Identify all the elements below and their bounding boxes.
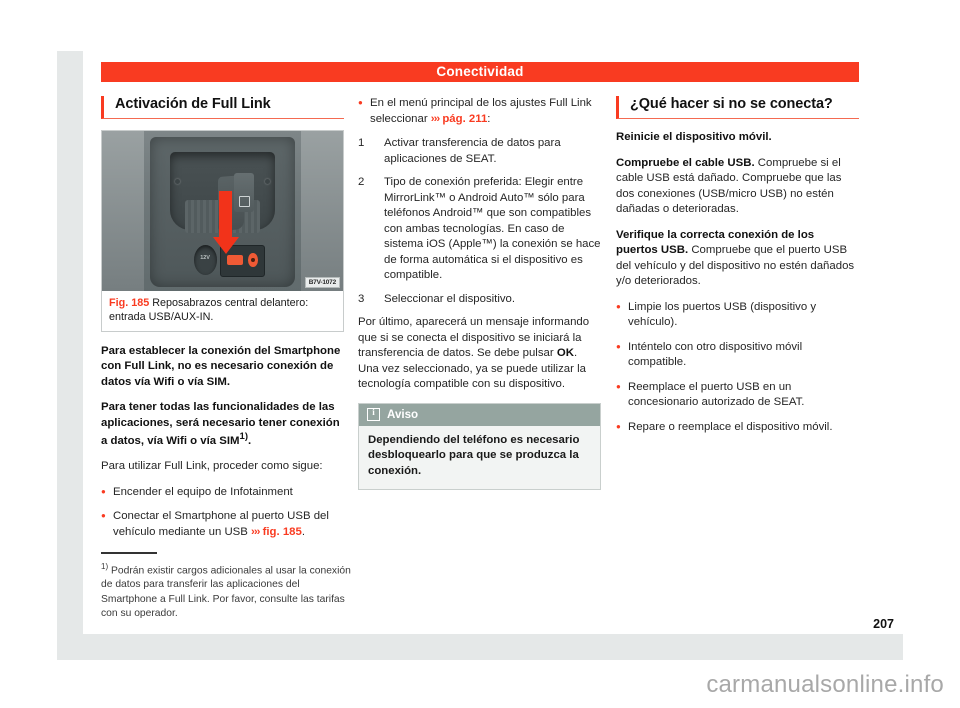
section-heading-activacion: Activación de Full Link [101, 96, 344, 119]
bullet-encender-infotainment [101, 485, 344, 501]
note-body-text: Dependiendo del teléfono es necesario desbloquearlo para que se produzca la conexión. [359, 426, 600, 489]
paragraph-mensaje-a: Por último, aparecerá un mensaje informando que si se conecta el dispositivo se iniciará la transferencia de datos. Se debe pulsar [358, 316, 590, 359]
paragraph-compruebe-cable-rest: Compruebe si el cable USB está dañado. Compruebe que las dos conexiones (USB/micro USB) no estén dañadas o deterioradas. [616, 156, 842, 215]
page-header-title: Conectividad [101, 62, 859, 82]
bullet-reemplace-text: Reemplace el puerto USB en un concesionario autorizado de SEAT. [628, 380, 805, 408]
step-number-1: 1 [358, 137, 365, 149]
figure-label: Fig. 185 [109, 297, 150, 309]
footnote-marker-inline: 1) [239, 431, 248, 442]
note-title: Aviso [387, 407, 419, 421]
info-icon [367, 408, 380, 421]
bullet-menu-text: En el menú principal de los ajustes Full Link seleccionar [370, 97, 592, 125]
paragraph-verifique-puertos [616, 228, 859, 290]
note-header [359, 404, 600, 426]
paragraph-mensaje-informativo [358, 315, 601, 393]
paragraph-verifique-puertos-lead: Verifique la correcta conexión de los puertos USB. [616, 228, 815, 256]
step-item-1 [358, 136, 601, 167]
column-left [101, 96, 344, 626]
footnote-body: Podrán existir cargos adicionales al usar la conexión de datos para transferir las aplicaciones del Smartphone a Full Link. Por favor, consulte las tarifas con su operador. [101, 565, 351, 620]
bullet-repare-text: Repare o reemplace el dispositivo móvil. [628, 420, 833, 433]
bullet-conectar-period: . [301, 525, 306, 538]
step-text-2: Tipo de conexión preferida: Elegir entre MirrorLink™ o Android Auto™ sólo para teléfonos Android™ que son compatibles con ambas tecnologías. En caso de sistema iOS (Apple™) la conexión se hace de forma automática si el dispositivo es compatible. [384, 176, 601, 281]
footnote-marker: 1) [101, 561, 109, 571]
page-cross-reference-link[interactable]: pág. 211 [439, 112, 488, 125]
step-item-2 [358, 175, 601, 284]
aux-in-port-icon [248, 253, 258, 267]
step-text-3: Seleccionar el dispositivo. [384, 292, 516, 305]
paragraph-funcionalidades-period: . [247, 434, 252, 447]
paragraph-mensaje-b: . Una vez seleccionado, ya se puede utilizar la tecnología compatible con su dispositivo. [358, 347, 586, 390]
usb-port-icon [227, 255, 244, 265]
figure-cross-reference-link[interactable]: fig. 185 [259, 525, 302, 538]
section-heading-que-hacer: ¿Qué hacer si no se conecta? [616, 96, 859, 119]
bullet-repare-dispositivo [616, 420, 859, 436]
column-right [616, 96, 859, 626]
step-text-1: Activar transferencia de datos para aplicaciones de SEAT. [384, 137, 561, 165]
watermark: carmanualsonline.info [706, 671, 944, 698]
bullet-reemplace-puerto [616, 380, 859, 411]
step-number-2: 2 [358, 176, 365, 188]
step-number-3: 3 [358, 292, 365, 305]
figure-image-code: B7V-1072 [305, 277, 340, 288]
figure-caption [102, 291, 343, 331]
bullet-conectar-text: Conectar el Smartphone al puerto USB del vehículo mediante un USB [113, 510, 329, 538]
step-item-3 [358, 292, 601, 308]
paragraph-proceder: Para utilizar Full Link, proceder como sigue: [101, 460, 323, 473]
paragraph-funcionalidades-text: Para tener todas las funcionalidades de las aplicaciones, será necesario tener conexión a datos, vía Wifi o vía SIM [101, 401, 340, 447]
bullet-conectar-smartphone [101, 509, 344, 540]
page-columns [101, 96, 859, 626]
bullet-menu-principal [358, 96, 601, 127]
paragraph-verifique-puertos-rest: Compruebe que el puerto USB del vehículo y del dispositivo no estén dañados y/o deteriorados. [616, 244, 855, 287]
footnote-block [101, 552, 351, 622]
paragraph-reinicie: Reinicie el dispositivo móvil. [616, 131, 772, 143]
footnote-divider [101, 552, 157, 554]
page-reference-arrows-icon: ››› [430, 112, 440, 125]
page-number: 207 [873, 617, 894, 631]
bullet-intentelo-text: Inténtelo con otro dispositivo móvil compatible. [628, 340, 803, 368]
paragraph-conexion-no-necesaria: Para establecer la conexión del Smartphone con Full Link, no es necesario conexión de datos vía Wifi o vía SIM. [101, 344, 341, 388]
note-box-aviso [358, 403, 601, 490]
bullet-encender-text: Encender el equipo de Infotainment [113, 485, 293, 498]
bullet-intentelo-otro-dispositivo [616, 340, 859, 371]
bullet-menu-colon: : [487, 112, 491, 125]
bullet-limpie-puertos [616, 300, 859, 331]
reference-arrows-icon: ››› [251, 525, 260, 538]
paragraph-compruebe-cable-lead: Compruebe el cable USB. [616, 156, 755, 169]
figure-caption-text: Reposabrazos central delantero: entrada USB/AUX-IN. [109, 297, 309, 324]
bullet-limpie-text: Limpie los puertos USB (dispositivo y vehículo). [628, 300, 817, 328]
figure-185 [101, 130, 344, 332]
center-armrest-usb-aux-port-photo [102, 131, 343, 291]
paragraph-compruebe-cable [616, 156, 859, 218]
column-middle [358, 96, 601, 626]
paragraph-funcionalidades [101, 400, 344, 449]
pointer-arrow-icon [219, 191, 232, 237]
footnote-content [101, 561, 351, 622]
ok-button-label: OK [556, 347, 574, 359]
